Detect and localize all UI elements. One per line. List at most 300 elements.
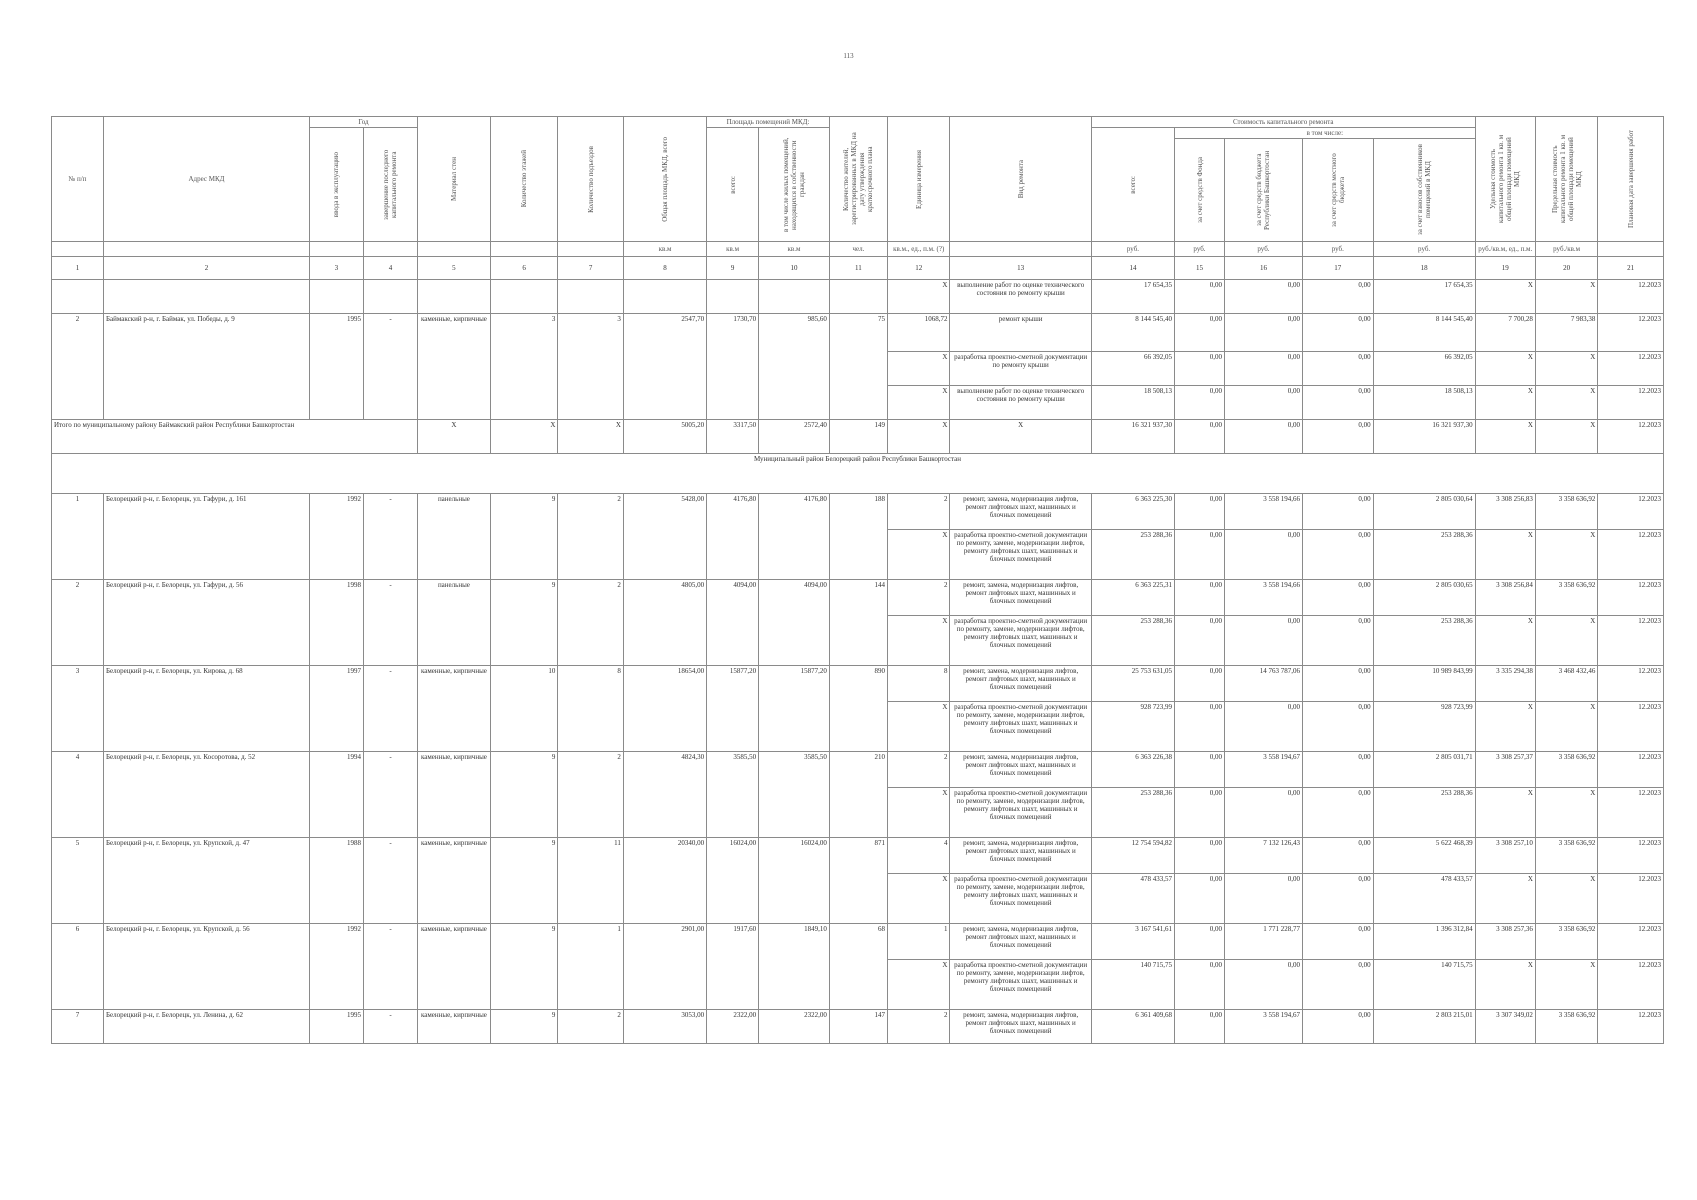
last-repair-cell: - — [363, 494, 417, 580]
floors-cell: 3 — [490, 314, 558, 420]
cost-cell: 12.2023 — [1598, 386, 1664, 420]
hdr-total-area: Общая площадь МКД, всего — [623, 117, 706, 242]
hdr-area-residential: в том числе жилых помещений, находящихся в собственности граждан — [759, 128, 830, 242]
cost-cell: 0,00 — [1175, 280, 1225, 314]
area-res-cell: 3585,50 — [759, 752, 830, 838]
cost-cell: 0,00 — [1175, 530, 1225, 580]
cost-cell: 0,00 — [1175, 788, 1225, 838]
unit-cell: X — [888, 788, 950, 838]
hdr-area-group: Площадь помещений МКД: — [707, 117, 830, 128]
hdr-address: Адрес МКД — [103, 117, 309, 242]
cost-cell: X — [1475, 386, 1535, 420]
unit-cell: X — [888, 874, 950, 924]
cost-cell: 253 288,36 — [1373, 616, 1475, 666]
cost-cell: 0,00 — [1302, 702, 1373, 752]
subtotal-work-cell: X — [950, 420, 1091, 454]
hdr-entrances: Количество подъездов — [558, 117, 624, 242]
row-number-cell: 2 — [52, 580, 104, 666]
residents-cell: 75 — [829, 314, 887, 420]
area-all-cell: 3585,50 — [707, 752, 759, 838]
material-cell: панельные — [418, 580, 491, 666]
unit-cell: X — [888, 386, 950, 420]
floors-cell: 10 — [490, 666, 558, 752]
hdr-residents: Количество жителей, зарегистрированных в МКД на дату утверждения краткосрочного плана — [829, 117, 887, 242]
work-type-cell: ремонт крыши — [950, 314, 1091, 352]
cost-cell: 12.2023 — [1598, 314, 1664, 352]
cost-cell: 17 654,35 — [1373, 280, 1475, 314]
hdr-unit-cost: Удельная стоимость капитального ремонта 1 кв. м общей площади помещений МКД — [1475, 117, 1535, 242]
hdr-num: № п/п — [52, 117, 104, 242]
cost-cell: X — [1475, 960, 1535, 1010]
subtotal-value-cell: 3317,50 — [707, 420, 759, 454]
cost-cell: 17 654,35 — [1091, 280, 1174, 314]
cost-cell: X — [1535, 702, 1597, 752]
cost-cell: 3 358 636,92 — [1535, 838, 1597, 874]
cost-cell: 0,00 — [1224, 280, 1302, 314]
unit-label: руб. — [1302, 242, 1373, 257]
row-number-cell: 1 — [52, 494, 104, 580]
cost-cell: X — [1475, 530, 1535, 580]
cost-cell: X — [1475, 616, 1535, 666]
subtotal-value-cell: X — [888, 420, 950, 454]
cost-cell: 1 771 228,77 — [1224, 924, 1302, 960]
row-number-cell: 2 — [52, 314, 104, 420]
cost-cell: 3 308 257,10 — [1475, 838, 1535, 874]
year-cell: 1992 — [309, 494, 363, 580]
address-cell: Белорецкий р-н, г. Белорецк, ул. Гафури, д. 161 — [103, 494, 309, 580]
cost-cell: 0,00 — [1302, 788, 1373, 838]
entrances-cell: 2 — [558, 1010, 624, 1044]
material-cell: каменные, кирпичные — [418, 1010, 491, 1044]
cost-cell: 12.2023 — [1598, 788, 1664, 838]
empty-cell — [707, 280, 759, 314]
total-area-cell: 4824,30 — [623, 752, 706, 838]
empty-cell — [52, 280, 104, 314]
cost-cell: 3 358 636,92 — [1535, 924, 1597, 960]
cost-cell: 0,00 — [1175, 924, 1225, 960]
cost-cell: 0,00 — [1224, 702, 1302, 752]
residents-cell: 144 — [829, 580, 887, 666]
table-row-continuation — [52, 280, 1664, 314]
subtotal-value-cell: 0,00 — [1224, 420, 1302, 454]
cost-cell: X — [1475, 702, 1535, 752]
work-type-cell: разработка проектно-сметной документации по ремонту, замене, модернизации лифтов, ремонту лифтовых шахт, машинных и блочных помещений — [950, 616, 1091, 666]
cost-cell: 12.2023 — [1598, 924, 1664, 960]
area-res-cell: 4094,00 — [759, 580, 830, 666]
cost-cell: 0,00 — [1224, 530, 1302, 580]
unit-cell: 2 — [888, 494, 950, 530]
cost-cell: 6 363 226,38 — [1091, 752, 1174, 788]
cost-cell: 0,00 — [1302, 494, 1373, 530]
year-cell: 1998 — [309, 580, 363, 666]
cost-cell: 12.2023 — [1598, 280, 1664, 314]
cost-cell: 7 700,28 — [1475, 314, 1535, 352]
cost-cell: 0,00 — [1302, 960, 1373, 1010]
cost-cell: 253 288,36 — [1091, 530, 1174, 580]
unit-cell: 8 — [888, 666, 950, 702]
unit-label: руб. — [1373, 242, 1475, 257]
empty-cell — [759, 280, 830, 314]
cost-cell: 0,00 — [1175, 494, 1225, 530]
cost-cell: 3 358 636,92 — [1535, 752, 1597, 788]
year-cell: 1997 — [309, 666, 363, 752]
subtotal-value-cell: 16 321 937,30 — [1373, 420, 1475, 454]
cost-cell: 3 307 349,02 — [1475, 1010, 1535, 1044]
year-cell: 1995 — [309, 314, 363, 420]
row-number-cell: 3 — [52, 666, 104, 752]
subtotal-value-cell: 0,00 — [1175, 420, 1225, 454]
hdr-area-all: всего: — [707, 128, 759, 242]
table-row — [52, 1010, 1664, 1044]
cost-cell: X — [1535, 616, 1597, 666]
work-type-cell: ремонт, замена, модернизация лифтов, ремонт лифтовых шахт, машинных и блочных помещений — [950, 924, 1091, 960]
section-title: Муниципальный район Белорецкий район Республики Башкортостан — [52, 454, 1664, 494]
cost-cell: 0,00 — [1175, 666, 1225, 702]
total-area-cell: 4805,00 — [623, 580, 706, 666]
area-res-cell: 1849,10 — [759, 924, 830, 1010]
hdr-floors: Количество этажей — [490, 117, 558, 242]
cost-cell: 3 468 432,46 — [1535, 666, 1597, 702]
hdr-cost-local: за счет средств местного бюджета — [1302, 139, 1373, 242]
cost-cell: 0,00 — [1302, 386, 1373, 420]
cost-cell: 2 805 030,64 — [1373, 494, 1475, 530]
work-type-cell: разработка проектно-сметной документации по ремонту, замене, модернизации лифтов, ремонту лифтовых шахт, машинных и блочных помещений — [950, 874, 1091, 924]
cost-cell: X — [1475, 874, 1535, 924]
cost-cell: 0,00 — [1224, 386, 1302, 420]
cost-cell: 0,00 — [1175, 702, 1225, 752]
address-cell: Белорецкий р-н, г. Белорецк, ул. Крупской, д. 47 — [103, 838, 309, 924]
row-number-cell: 6 — [52, 924, 104, 1010]
cost-cell: 0,00 — [1175, 1010, 1225, 1044]
year-cell: 1988 — [309, 838, 363, 924]
cost-cell: 12.2023 — [1598, 838, 1664, 874]
cost-cell: 478 433,57 — [1091, 874, 1174, 924]
unit-label: руб./кв.м — [1535, 242, 1597, 257]
cost-cell: X — [1535, 530, 1597, 580]
work-type-cell: ремонт, замена, модернизация лифтов, ремонт лифтовых шахт, машинных и блочных помещений — [950, 580, 1091, 616]
entrances-cell: 3 — [558, 314, 624, 420]
cost-cell: 10 989 843,99 — [1373, 666, 1475, 702]
cost-cell: 5 622 468,39 — [1373, 838, 1475, 874]
hdr-planned-date: Плановая дата завершения работ — [1598, 117, 1664, 242]
cost-cell: 66 392,05 — [1373, 352, 1475, 386]
empty-cell — [623, 280, 706, 314]
cost-cell: 0,00 — [1302, 530, 1373, 580]
last-repair-cell: - — [363, 752, 417, 838]
subtotal-label-cell: Итого по муниципальному району Баймакский район Республики Башкортостан — [52, 420, 418, 454]
work-type-cell: разработка проектно-сметной документации по ремонту крыши — [950, 352, 1091, 386]
cost-cell: 0,00 — [1175, 580, 1225, 616]
address-cell: Белорецкий р-н, г. Белорецк, ул. Косоротова, д. 52 — [103, 752, 309, 838]
area-all-cell: 1917,60 — [707, 924, 759, 1010]
empty-cell — [418, 280, 491, 314]
year-cell: 1992 — [309, 924, 363, 1010]
total-area-cell: 3053,00 — [623, 1010, 706, 1044]
hdr-year-commission: ввода в эксплуатацию — [309, 128, 363, 242]
cost-cell: 0,00 — [1302, 314, 1373, 352]
unit-label: кв.м., ед., п.м. (?) — [888, 242, 950, 257]
cost-cell: 0,00 — [1302, 1010, 1373, 1044]
cost-cell: 0,00 — [1224, 960, 1302, 1010]
address-cell: Белорецкий р-н, г. Белорецк, ул. Гафури, д. 56 — [103, 580, 309, 666]
cost-cell: 478 433,57 — [1373, 874, 1475, 924]
cost-cell: X — [1535, 386, 1597, 420]
subtotal-value-cell: X — [1535, 420, 1597, 454]
unit-cell: 4 — [888, 838, 950, 874]
cost-cell: 928 723,99 — [1373, 702, 1475, 752]
unit-cell: 2 — [888, 1010, 950, 1044]
cost-cell: 0,00 — [1302, 666, 1373, 702]
work-type-cell: разработка проектно-сметной документации по ремонту, замене, модернизации лифтов, ремонту лифтовых шахт, машинных и блочных помещений — [950, 702, 1091, 752]
residents-cell: 871 — [829, 838, 887, 924]
cost-cell: 140 715,75 — [1091, 960, 1174, 1010]
total-area-cell: 5428,00 — [623, 494, 706, 580]
cost-cell: 14 763 787,06 — [1224, 666, 1302, 702]
cost-cell: 3 335 294,38 — [1475, 666, 1535, 702]
last-repair-cell: - — [363, 1010, 417, 1044]
entrances-cell: 8 — [558, 666, 624, 752]
subtotal-value-cell: 149 — [829, 420, 887, 454]
hdr-cost-group: Стоимость капитального ремонта — [1091, 117, 1475, 128]
hdr-unit: Единица измерения — [888, 117, 950, 242]
unit-cell: 1068,72 — [888, 314, 950, 352]
hdr-cost-including: в том числе: — [1175, 128, 1476, 139]
repair-register-table — [51, 116, 1664, 1044]
cost-cell: 3 167 541,61 — [1091, 924, 1174, 960]
cost-cell: 2 805 030,65 — [1373, 580, 1475, 616]
cost-cell: 0,00 — [1175, 874, 1225, 924]
cost-cell: 12.2023 — [1598, 752, 1664, 788]
cost-cell: 66 392,05 — [1091, 352, 1174, 386]
total-area-cell: 20340,00 — [623, 838, 706, 924]
area-res-cell: 4176,80 — [759, 494, 830, 580]
work-type-cell: ремонт, замена, модернизация лифтов, ремонт лифтовых шахт, машинных и блочных помещений — [950, 494, 1091, 530]
material-cell: каменные, кирпичные — [418, 924, 491, 1010]
cost-cell: 3 558 194,67 — [1224, 752, 1302, 788]
hdr-wall-material: Материал стен — [418, 117, 491, 242]
column-number-row: 1 2 3 4 5 6 7 8 9 10 11 12 13 14 15 16 17 18 19 20 21 — [52, 257, 1664, 280]
unit-cell: X — [888, 280, 950, 314]
subtotal-value-cell: 12.2023 — [1598, 420, 1664, 454]
cost-cell: 0,00 — [1224, 874, 1302, 924]
subtotal-value-cell: 5005,20 — [623, 420, 706, 454]
cost-cell: 8 144 545,40 — [1091, 314, 1174, 352]
cost-cell: 0,00 — [1175, 352, 1225, 386]
cost-cell: 3 358 636,92 — [1535, 494, 1597, 530]
material-cell: каменные, кирпичные — [418, 838, 491, 924]
empty-cell — [363, 280, 417, 314]
area-all-cell: 1730,70 — [707, 314, 759, 420]
empty-cell — [309, 280, 363, 314]
cost-cell: X — [1475, 788, 1535, 838]
cost-cell: 12.2023 — [1598, 616, 1664, 666]
table-row — [52, 494, 1664, 530]
cost-cell: 0,00 — [1175, 752, 1225, 788]
area-res-cell: 15877,20 — [759, 666, 830, 752]
address-cell: Баймакский р-н, г. Баймак, ул. Победы, д. 9 — [103, 314, 309, 420]
unit-label: чел. — [829, 242, 887, 257]
cost-cell: 3 308 257,36 — [1475, 924, 1535, 960]
hdr-year-last-repair: завершение последнего капитального ремонта — [363, 128, 417, 242]
x-cell: X — [490, 420, 558, 454]
subtotal-value-cell: 2572,40 — [759, 420, 830, 454]
cost-cell: 253 288,36 — [1091, 616, 1174, 666]
cost-cell: 12.2023 — [1598, 702, 1664, 752]
work-type-cell: разработка проектно-сметной документации по ремонту, замене, модернизации лифтов, ремонту лифтовых шахт, машинных и блочных помещений — [950, 788, 1091, 838]
area-res-cell: 16024,00 — [759, 838, 830, 924]
material-cell: панельные — [418, 494, 491, 580]
subtotal-row — [52, 420, 1664, 454]
hdr-max-cost: Предельная стоимость капитального ремонта 1 кв. м общей площади помещений МКД — [1535, 117, 1597, 242]
cost-cell: X — [1535, 280, 1597, 314]
cost-cell: 6 361 409,68 — [1091, 1010, 1174, 1044]
table-row — [52, 752, 1664, 788]
subtotal-value-cell: X — [1475, 420, 1535, 454]
cost-cell: X — [1535, 874, 1597, 924]
empty-cell — [829, 280, 887, 314]
unit-cell: X — [888, 960, 950, 1010]
entrances-cell: 2 — [558, 494, 624, 580]
cost-cell: 18 508,13 — [1373, 386, 1475, 420]
unit-cell: X — [888, 530, 950, 580]
last-repair-cell: - — [363, 924, 417, 1010]
area-all-cell: 15877,20 — [707, 666, 759, 752]
unit-cell: X — [888, 352, 950, 386]
floors-cell: 9 — [490, 752, 558, 838]
cost-cell: 0,00 — [1302, 352, 1373, 386]
year-cell: 1994 — [309, 752, 363, 838]
cost-cell: 0,00 — [1175, 314, 1225, 352]
residents-cell: 890 — [829, 666, 887, 752]
last-repair-cell: - — [363, 314, 417, 420]
cost-cell: 0,00 — [1302, 752, 1373, 788]
floors-cell: 9 — [490, 1010, 558, 1044]
unit-cell: 2 — [888, 580, 950, 616]
hdr-year-group: Год — [309, 117, 417, 128]
table-row — [52, 924, 1664, 960]
work-type-cell: ремонт, замена, модернизация лифтов, ремонт лифтовых шахт, машинных и блочных помещений — [950, 752, 1091, 788]
unit-cell: X — [888, 616, 950, 666]
cost-cell: 12.2023 — [1598, 960, 1664, 1010]
last-repair-cell: - — [363, 580, 417, 666]
cost-cell: 0,00 — [1175, 960, 1225, 1010]
subtotal-value-cell: 0,00 — [1302, 420, 1373, 454]
year-cell: 1995 — [309, 1010, 363, 1044]
entrances-cell: 11 — [558, 838, 624, 924]
address-cell: Белорецкий р-н, г. Белорецк, ул. Кирова, д. 68 — [103, 666, 309, 752]
floors-cell: 9 — [490, 580, 558, 666]
address-cell: Белорецкий р-н, г. Белорецк, ул. Крупской, д. 56 — [103, 924, 309, 1010]
work-type-cell: выполнение работ по оценке технического состояния по ремонту крыши — [950, 280, 1091, 314]
empty-cell — [558, 280, 624, 314]
entrances-cell: 2 — [558, 580, 624, 666]
cost-cell: 12.2023 — [1598, 666, 1664, 702]
floors-cell: 9 — [490, 838, 558, 924]
total-area-cell: 2901,00 — [623, 924, 706, 1010]
cost-cell: 18 508,13 — [1091, 386, 1174, 420]
cost-cell: 0,00 — [1175, 838, 1225, 874]
cost-cell: 0,00 — [1175, 616, 1225, 666]
table-row — [52, 580, 1664, 616]
cost-cell: 12.2023 — [1598, 874, 1664, 924]
work-type-cell: ремонт, замена, модернизация лифтов, ремонт лифтовых шахт, машинных и блочных помещений — [950, 838, 1091, 874]
cost-cell: 0,00 — [1302, 616, 1373, 666]
residents-cell: 68 — [829, 924, 887, 1010]
unit-label: кв.м — [623, 242, 706, 257]
residents-cell: 210 — [829, 752, 887, 838]
subtotal-value-cell: 16 321 937,30 — [1091, 420, 1174, 454]
cost-cell: 12.2023 — [1598, 530, 1664, 580]
residents-cell: 188 — [829, 494, 887, 580]
cost-cell: 12.2023 — [1598, 1010, 1664, 1044]
table-row — [52, 666, 1664, 702]
cost-cell: 0,00 — [1224, 314, 1302, 352]
cost-cell: X — [1475, 280, 1535, 314]
cost-cell: 0,00 — [1224, 352, 1302, 386]
cost-cell: 253 288,36 — [1373, 788, 1475, 838]
cost-cell: 0,00 — [1302, 924, 1373, 960]
cost-cell: 0,00 — [1175, 386, 1225, 420]
cost-cell: 3 558 194,66 — [1224, 494, 1302, 530]
area-res-cell: 985,60 — [759, 314, 830, 420]
area-all-cell: 4176,80 — [707, 494, 759, 580]
unit-label: руб./кв.м, ед., п.м. — [1475, 242, 1535, 257]
cost-cell: 1 396 312,84 — [1373, 924, 1475, 960]
cost-cell: 253 288,36 — [1091, 788, 1174, 838]
material-cell: каменные, кирпичные — [418, 314, 491, 420]
area-all-cell: 16024,00 — [707, 838, 759, 924]
row-number-cell: 5 — [52, 838, 104, 924]
unit-label: кв.м — [707, 242, 759, 257]
row-number-cell: 4 — [52, 752, 104, 838]
work-type-cell: ремонт, замена, модернизация лифтов, ремонт лифтовых шахт, машинных и блочных помещений — [950, 1010, 1091, 1044]
total-area-cell: 18654,00 — [623, 666, 706, 752]
material-cell: каменные, кирпичные — [418, 666, 491, 752]
row-number-cell: 7 — [52, 1010, 104, 1044]
cost-cell: X — [1535, 960, 1597, 1010]
cost-cell: 6 363 225,30 — [1091, 494, 1174, 530]
cost-cell: 3 558 194,67 — [1224, 1010, 1302, 1044]
table-row — [52, 838, 1664, 874]
cost-cell: 7 983,38 — [1535, 314, 1597, 352]
unit-label: руб. — [1175, 242, 1225, 257]
cost-cell: X — [1535, 352, 1597, 386]
last-repair-cell: - — [363, 838, 417, 924]
cost-cell: 0,00 — [1302, 838, 1373, 874]
floors-cell: 9 — [490, 494, 558, 580]
cost-cell: 3 358 636,92 — [1535, 580, 1597, 616]
material-cell: каменные, кирпичные — [418, 752, 491, 838]
x-cell: X — [418, 420, 491, 454]
entrances-cell: 1 — [558, 924, 624, 1010]
x-cell: X — [558, 420, 624, 454]
work-type-cell: ремонт, замена, модернизация лифтов, ремонт лифтовых шахт, машинных и блочных помещений — [950, 666, 1091, 702]
cost-cell: 0,00 — [1302, 874, 1373, 924]
cost-cell: 8 144 545,40 — [1373, 314, 1475, 352]
entrances-cell: 2 — [558, 752, 624, 838]
unit-label: руб. — [1091, 242, 1174, 257]
unit-cell: 2 — [888, 752, 950, 788]
unit-cell: X — [888, 702, 950, 752]
cost-cell: 7 132 126,43 — [1224, 838, 1302, 874]
work-type-cell: выполнение работ по оценке технического состояния по ремонту крыши — [950, 386, 1091, 420]
cost-cell: 3 358 636,92 — [1535, 1010, 1597, 1044]
hdr-cost-fund: за счет средств Фонда — [1175, 139, 1225, 242]
unit-label: руб. — [1224, 242, 1302, 257]
floors-cell: 9 — [490, 924, 558, 1010]
cost-cell: 253 288,36 — [1373, 530, 1475, 580]
hdr-cost-owners: за счет взносов собственников помещений в МКД — [1373, 139, 1475, 242]
